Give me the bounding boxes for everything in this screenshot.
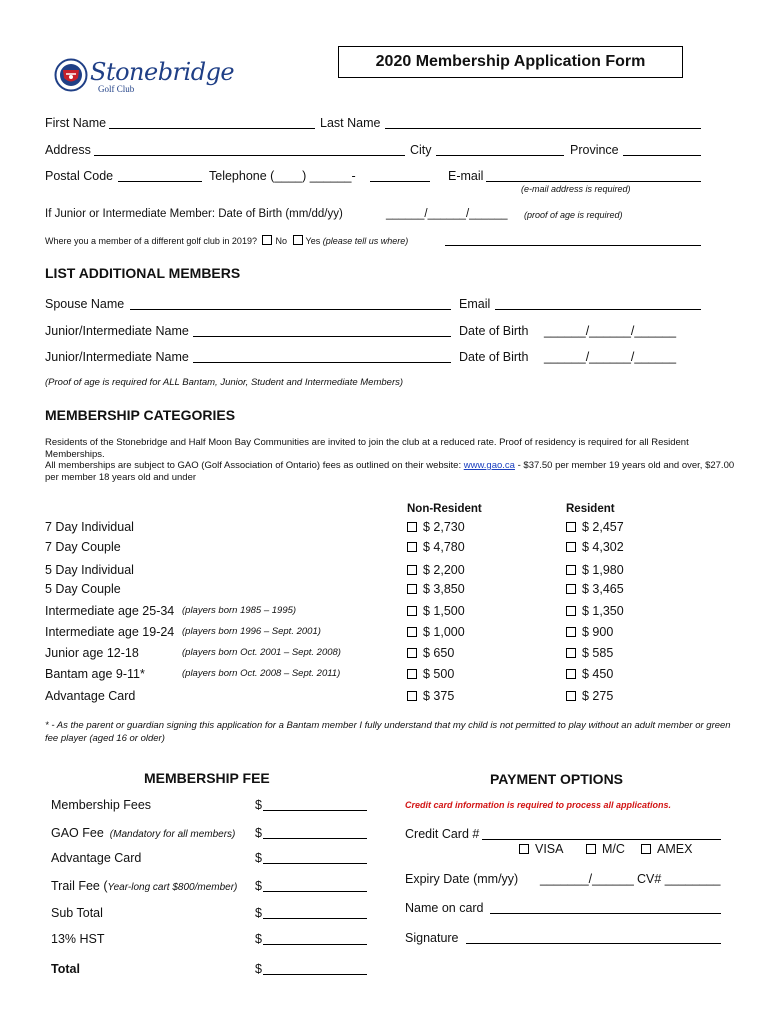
logo-name: Stonebridge	[90, 58, 235, 86]
resident-option[interactable]	[566, 604, 624, 618]
other-club-field[interactable]	[445, 245, 701, 246]
dollar-sign: $	[255, 879, 262, 893]
email-label: E-mail	[448, 169, 484, 183]
gao-paragraph	[45, 460, 735, 484]
price: $ 500	[423, 667, 455, 681]
amex-checkbox[interactable]	[641, 844, 651, 854]
email-field[interactable]	[486, 181, 701, 182]
first-name-field[interactable]	[109, 128, 315, 129]
dollar-sign: $	[255, 906, 262, 920]
categories-heading: MEMBERSHIP CATEGORIES	[45, 407, 236, 423]
price: $ 375	[423, 689, 455, 703]
resident-option[interactable]	[566, 563, 624, 577]
credit-card-field[interactable]	[482, 839, 721, 840]
category-label: 7 Day Individual	[45, 520, 134, 534]
credit-card-label: Credit Card #	[405, 827, 480, 841]
dollar-sign: $	[255, 932, 262, 946]
category-note: (players born Oct. 2008 – Sept. 2011)	[182, 668, 341, 679]
price: $ 2,457	[582, 520, 624, 534]
checkbox[interactable]	[566, 584, 576, 594]
name-on-card-label: Name on card	[405, 901, 484, 915]
resident-option[interactable]	[566, 582, 624, 596]
resident-option[interactable]	[566, 520, 624, 534]
fee-note: (Mandatory for all members)	[109, 829, 236, 840]
amex-label: AMEX	[657, 842, 693, 856]
nonresident-option[interactable]	[407, 625, 465, 639]
resident-option[interactable]	[566, 625, 613, 639]
dob-field[interactable]: ______/______/______	[386, 208, 508, 220]
category-label: Bantam age 9-11*	[45, 667, 145, 681]
col-nonresident: Non-Resident	[407, 503, 482, 515]
checkbox[interactable]	[566, 691, 576, 701]
payment-options-heading: PAYMENT OPTIONS	[490, 771, 624, 787]
dollar-sign: $	[255, 962, 262, 976]
resident-option[interactable]	[566, 540, 624, 554]
dob-label: If Junior or Intermediate Member: Date of Birth (mm/dd/yy)	[45, 208, 343, 220]
address-label: Address	[45, 143, 91, 157]
junior2-label: Junior/Intermediate Name	[45, 350, 189, 364]
city-label: City	[410, 143, 432, 157]
checkbox[interactable]	[566, 669, 576, 679]
checkbox[interactable]	[407, 627, 417, 637]
expiry-label: Expiry Date (mm/yy)	[405, 872, 519, 886]
price: $ 1,350	[582, 604, 624, 618]
fee-amount-field[interactable]	[263, 974, 367, 975]
price: $ 450	[582, 667, 614, 681]
checkbox[interactable]	[407, 669, 417, 679]
price: $ 585	[582, 646, 614, 660]
signature-field[interactable]	[466, 943, 721, 944]
price: $ 275	[582, 689, 614, 703]
checkbox[interactable]	[566, 542, 576, 552]
checkbox[interactable]	[407, 584, 417, 594]
resident-option[interactable]	[566, 667, 613, 681]
junior1-dob-field[interactable]: ______/______/______	[544, 324, 677, 338]
fee-amount-field[interactable]	[263, 944, 367, 945]
other-club-label: Where you a member of a different golf club in 2019?	[45, 236, 257, 246]
price: $ 900	[582, 625, 614, 639]
price: $ 2,200	[423, 563, 465, 577]
price: $ 3,465	[582, 582, 624, 596]
fee-label-text: GAO Fee	[51, 826, 104, 840]
category-label: Intermediate age 19-24	[45, 625, 175, 639]
fee-label	[51, 906, 103, 920]
price: $ 650	[423, 646, 455, 660]
checkbox[interactable]	[407, 565, 417, 575]
resident-option[interactable]	[566, 646, 613, 660]
price: $ 1,000	[423, 625, 465, 639]
category-note: (players born Oct. 2001 – Sept. 2008)	[182, 647, 341, 658]
amex-option[interactable]	[641, 842, 692, 856]
logo-subtitle: Golf Club	[98, 84, 135, 94]
province-field[interactable]	[623, 155, 701, 156]
fee-label	[51, 962, 80, 976]
fee-label	[51, 879, 237, 893]
category-note: (players born 1996 – Sept. 2001)	[182, 626, 321, 637]
yes-note: (please tell us where)	[322, 236, 409, 246]
nonresident-option[interactable]	[407, 582, 465, 596]
name-on-card-field[interactable]	[490, 913, 721, 914]
fee-label	[51, 798, 151, 812]
last-name-label: Last Name	[320, 116, 381, 130]
checkbox[interactable]	[407, 606, 417, 616]
visa-option[interactable]	[519, 842, 564, 856]
category-label: 5 Day Couple	[45, 582, 121, 596]
nonresident-option[interactable]	[407, 646, 454, 660]
resident-option[interactable]	[566, 689, 613, 703]
nonresident-option[interactable]	[407, 540, 465, 554]
nonresident-option[interactable]	[407, 563, 465, 577]
nonresident-option[interactable]	[407, 667, 454, 681]
junior1-field[interactable]	[193, 336, 451, 337]
checkbox[interactable]	[566, 648, 576, 658]
first-name-label: First Name	[45, 116, 107, 130]
fee-label-text: Membership Fees	[51, 798, 152, 812]
fee-amount-field[interactable]	[263, 891, 367, 892]
category-label: Intermediate age 25-34	[45, 604, 175, 618]
spouse-email-label: Email	[459, 297, 491, 311]
gao-text-post: - $37.50 per member 19 years old and over, $27.00 per member 18 years old and under	[45, 460, 735, 483]
price: $ 2,730	[423, 520, 465, 534]
membership-fee-heading: MEMBERSHIP FEE	[144, 770, 270, 786]
cv-field[interactable]: CV# ________	[637, 872, 721, 886]
signature-label: Signature	[405, 931, 459, 945]
price: $ 4,302	[582, 540, 624, 554]
junior2-dob-field[interactable]: ______/______/______	[544, 350, 677, 364]
bantam-footnote: * - As the parent or guardian signing this application for a Bantam member I fully understand that my child is not permitted to play without an adult member or green fee player (aged 16 or older)	[45, 720, 731, 744]
spouse-email-field[interactable]	[495, 309, 701, 310]
checkbox[interactable]	[407, 691, 417, 701]
mc-label: M/C	[602, 842, 625, 856]
mc-checkbox[interactable]	[586, 844, 596, 854]
mc-option[interactable]	[586, 842, 625, 856]
visa-label: VISA	[535, 842, 564, 856]
telephone-label: Telephone (____) ______-	[209, 169, 356, 183]
nonresident-option[interactable]	[407, 604, 465, 618]
yes-checkbox[interactable]	[293, 235, 303, 245]
category-label: 7 Day Couple	[45, 540, 121, 554]
price: $ 3,850	[423, 582, 465, 596]
checkbox[interactable]	[566, 565, 576, 575]
postal-code-label: Postal Code	[45, 169, 114, 183]
city-field[interactable]	[436, 155, 564, 156]
checkbox[interactable]	[407, 522, 417, 532]
no-checkbox[interactable]	[262, 235, 272, 245]
fee-label	[51, 826, 235, 840]
fee-amount-field[interactable]	[263, 918, 367, 919]
category-label: Junior age 12-18	[45, 646, 139, 660]
club-logo	[54, 56, 235, 100]
yes-label: Yes	[305, 236, 321, 246]
fee-amount-field[interactable]	[263, 838, 367, 839]
dob-note: (proof of age is required)	[524, 210, 623, 220]
checkbox[interactable]	[407, 648, 417, 658]
form-title: 2020 Membership Application Form	[338, 46, 683, 78]
checkbox[interactable]	[566, 627, 576, 637]
fee-label	[51, 851, 141, 865]
nonresident-option[interactable]	[407, 520, 465, 534]
golf-crest-icon	[54, 58, 88, 92]
fee-label-text: Sub Total	[51, 906, 103, 920]
telephone-field[interactable]	[370, 181, 430, 182]
gao-link[interactable]: www.gao.ca	[463, 460, 515, 471]
dollar-sign: $	[255, 851, 262, 865]
postal-code-field[interactable]	[118, 181, 202, 182]
category-note: (players born 1985 – 1995)	[182, 605, 297, 616]
province-label: Province	[570, 143, 619, 157]
visa-checkbox[interactable]	[519, 844, 529, 854]
dollar-sign: $	[255, 826, 262, 840]
spouse-name-label: Spouse Name	[45, 297, 125, 311]
credit-required-note: Credit card information is required to process all applications.	[405, 800, 672, 810]
junior1-label: Junior/Intermediate Name	[45, 324, 189, 338]
fee-label-text: Trail Fee (	[51, 879, 108, 893]
checkbox[interactable]	[566, 606, 576, 616]
spouse-name-field[interactable]	[130, 309, 451, 310]
additional-members-heading: LIST ADDITIONAL MEMBERS	[45, 265, 241, 281]
price: $ 4,780	[423, 540, 465, 554]
last-name-field[interactable]	[385, 128, 701, 129]
nonresident-option[interactable]	[407, 689, 454, 703]
fee-amount-field[interactable]	[263, 810, 367, 811]
fee-label-text: Total	[51, 962, 80, 976]
junior2-dob-label: Date of Birth	[459, 350, 529, 364]
fee-label	[51, 932, 105, 946]
residents-paragraph: Residents of the Stonebridge and Half Moon Bay Communities are invited to join the club at a reduced rate. Proof of residency is required for all Resident Memberships.	[45, 437, 689, 460]
checkbox[interactable]	[566, 522, 576, 532]
category-label: Advantage Card	[45, 689, 136, 703]
fee-label-text: Advantage Card	[51, 851, 142, 865]
gao-text-pre: All memberships are subject to GAO (Golf Association of Ontario) fees as outlined on their website:	[45, 460, 464, 471]
no-label: No	[275, 236, 287, 246]
proof-note: (Proof of age is required for ALL Bantam, Junior, Student and Intermediate Members)	[45, 377, 404, 388]
price: $ 1,980	[582, 563, 624, 577]
dollar-sign: $	[255, 798, 262, 812]
price: $ 1,500	[423, 604, 465, 618]
fee-amount-field[interactable]	[263, 863, 367, 864]
other-club-question	[45, 235, 408, 246]
expiry-field[interactable]: _______/______	[540, 872, 634, 886]
junior2-field[interactable]	[193, 362, 451, 363]
category-label: 5 Day Individual	[45, 563, 134, 577]
col-resident: Resident	[566, 503, 615, 515]
junior1-dob-label: Date of Birth	[459, 324, 529, 338]
fee-label-text: 13% HST	[51, 932, 105, 946]
address-field[interactable]	[94, 155, 405, 156]
fee-note: Year-long cart $800/member)	[107, 882, 238, 893]
email-note: (e-mail address is required)	[521, 184, 631, 194]
checkbox[interactable]	[407, 542, 417, 552]
